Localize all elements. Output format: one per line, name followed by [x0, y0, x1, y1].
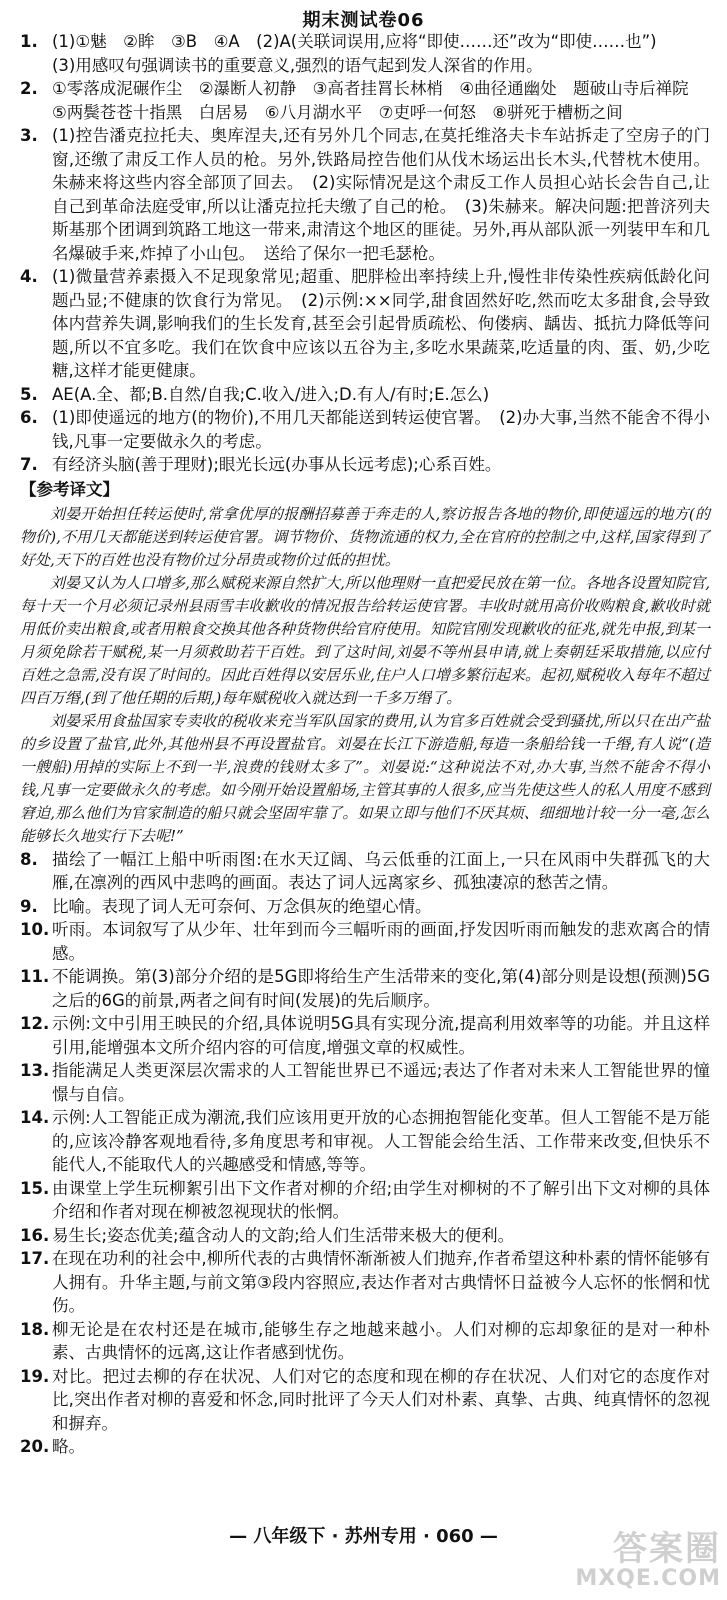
answer-item — [20, 1247, 710, 1318]
answer-text — [52, 1435, 710, 1459]
answer-line: 示例:文中引用王映民的介绍,具体说明5G具有实现分流,提高利用效率等的功能。并且这样引用,能增强本文所介绍内容的可信度,增强文章的权威性。 — [52, 1014, 710, 1057]
translation-paragraph: 刘晏又认为人口增多,那么赋税来源自然扩大,所以他理财一直把爱民放在第一位。各地各设置知院官,每十天一个月必须记录州县雨雪丰收歉收的情况报告给转运使官署。丰收时就用高价收购粮食,歉收时就用低价卖出粮食,或者用粮食交换其他各种货物供给官府使用。知院官刚发现歉收的征兆,就先申报,到某一月须免除若干赋税,某一月须救助若干百姓。到了这时间,刘晏不等州县申请,就上奏朝廷采取措施,以应付百姓之急需,没有误了时间的。因此百姓得以安居乐业,住户人口增多繁衍起来。起初,赋税收入每年不超过四百万缗,(到了他任期的后期,)每年赋税收入就达到一千多万缗了。 — [20, 573, 710, 707]
answer-line: 易生长;姿态优美;蕴含动人的文韵;给人们生活带来极大的便利。 — [52, 1225, 515, 1245]
answer-text — [52, 895, 710, 919]
answer-text — [52, 453, 710, 477]
answer-number: 14. — [20, 1108, 50, 1127]
answer-number: 17. — [20, 1249, 50, 1268]
answer-number: 12. — [20, 1014, 50, 1033]
answer-item — [20, 1059, 710, 1106]
answer-text — [52, 1012, 710, 1059]
answer-line: 在现在功利的社会中,柳所代表的古典情怀渐渐被人们抛弃,作者希望这种朴素的情怀能够有人拥有。升华主题,与前文第③段内容照应,表达作者对古典情怀日益被今人忘怀的怅惘和忧伤。 — [52, 1249, 710, 1315]
answer-item — [20, 1106, 710, 1177]
answer-text — [52, 1224, 710, 1248]
answer-number: 3. — [20, 126, 38, 145]
answer-text — [52, 918, 710, 965]
answer-item — [20, 965, 710, 1012]
answer-text — [52, 1247, 710, 1318]
answer-number: 4. — [20, 267, 38, 286]
answer-item — [20, 77, 710, 124]
page-footer: — 八年级下 · 苏州专用 · 060 — — [229, 1526, 498, 1547]
answer-number: 19. — [20, 1366, 50, 1386]
answer-number: 11. — [20, 967, 50, 986]
answer-line: 由课堂上学生玩柳絮引出下文作者对柳的介绍;由学生对柳树的不了解引出下文对柳的具体介绍和作者对现在柳被忽视现状的怅惘。 — [52, 1178, 710, 1221]
answer-item — [20, 453, 710, 477]
answer-item — [20, 124, 710, 265]
answer-text — [52, 265, 710, 383]
answer-list-part1 — [20, 30, 710, 477]
answer-item — [20, 30, 710, 77]
answer-line: ①零落成泥碾作尘 ②瀑断人初静 ③高者挂罥长林梢 ④曲径通幽处 题破山寺后禅院 — [52, 79, 689, 98]
reference-heading: 【参考译文】 — [20, 479, 119, 499]
answer-line: 比喻。表现了词人无可奈何、万念俱灰的绝望心情。 — [52, 896, 432, 916]
watermark-text-bottom: MXQE.COM — [575, 1566, 721, 1591]
answer-item — [20, 895, 710, 919]
answer-item — [20, 1224, 710, 1248]
answer-text — [52, 1365, 710, 1436]
answer-number: 8. — [20, 849, 38, 869]
answer-number: 1. — [20, 32, 38, 51]
answer-item — [20, 848, 710, 895]
answer-line: ⑤两鬓苍苍十指黑 白居易 ⑥八月湖水平 ⑦吏呼一何怒 ⑧骈死于槽枥之间 — [52, 102, 623, 122]
answer-text — [52, 1059, 710, 1106]
answer-line: 柳无论是在农村还是在城市,能够生存之地越来越小。人们对柳的忘却象征的是对一种朴素、古典情怀的远离,这让作者感到忧伤。 — [52, 1319, 710, 1362]
answer-text — [52, 1106, 710, 1177]
answer-item — [20, 1012, 710, 1059]
answer-item — [20, 383, 710, 407]
answer-line: 听雨。本词叙写了从少年、壮年到而今三幅听雨的画面,抒发因听雨而触发的悲欢离合的情感。 — [52, 920, 710, 963]
translation-paragraph: 刘晏开始担任转运使时,常拿优厚的报酬招募善于奔走的人,察访报告各地的物价,即使遥远的地方(的物价),不用几天都能送到转运使官署。调节物价、货物流通的权力,全在官府的控制之中,这样,国家得到了好处,天下的百姓也没有物价过分昂贵或物价过低的担忧。 — [20, 504, 710, 569]
answer-item — [20, 1177, 710, 1224]
answer-number: 5. — [20, 384, 38, 404]
watermark-text-top: 答案圈 — [613, 1529, 721, 1569]
answer-text — [52, 77, 710, 124]
answer-text — [52, 965, 710, 1012]
answer-line: (3)用感叹句强调读书的重要意义,强烈的语气起到发人深省的作用。 — [52, 55, 543, 75]
answer-line: (1)①魅 ②眸 ③B ④A (2)A(关联词误用,应将“即使……还”改为“即使……也”) — [52, 32, 657, 51]
reference-translation — [20, 503, 710, 848]
answer-number: 15. — [20, 1178, 50, 1198]
translation-paragraph: 刘晏采用食盐国家专卖收的税收来充当军队国家的费用,认为官多百姓就会受到骚扰,所以只在出产盐的乡设置了盐官,此外,其他州县不再设置盐官。刘晏在长江下游造船,每造一条船给钱一千缗,有人说“(造一艘船)用掉的实际上不到一半,浪费的钱财太多了”。刘晏说:“这种说法不对,办大事,当然不能舍不得小钱,凡事一定要做永久的考虑。如今刚开始设置船场,主管其事的人很多,应当先使这些人的私人用度不感到窘迫,那么他们为官家制造的船只就会坚固牢靠了。如果立即与他们不厌其烦、细细地计较一分一毫,怎么能够长久地实行下去呢!” — [20, 711, 710, 845]
answer-number: 6. — [20, 408, 38, 427]
answer-line: 示例:人工智能正成为潮流,我们应该用更开放的心态拥抱智能化变革。但人工智能不是万能的,应该冷静客观地看待,多角度思考和审视。人工智能会给生活、工作带来改变,但快乐不能代人,不能取代人的兴趣感受和情感,等等。 — [52, 1108, 710, 1174]
answer-content — [20, 30, 710, 1459]
answer-text — [52, 406, 710, 453]
answer-text — [52, 1318, 710, 1365]
answer-item — [20, 1318, 710, 1365]
answer-number: 13. — [20, 1061, 50, 1080]
page-title: 期末测试卷06 — [302, 10, 425, 31]
answer-text — [52, 848, 710, 895]
answer-line: 有经济头脑(善于理财);眼光长远(办事从长远考虑);心系百姓。 — [52, 455, 502, 474]
answer-item — [20, 1435, 710, 1459]
answer-item — [20, 265, 710, 383]
answer-line: (1)控告潘克拉托夫、奥库涅夫,还有另外几个同志,在莫托维洛夫卡车站拆走了空房子的门窗,还缴了肃反工作人员的枪。另外,铁路局控告他们从伐木场运出长木头,代替枕木使用。朱赫来将这些内容全部顶了回去。 (2)实际情况是这个肃反工作人员担心站长会告自己,让自己到革命法庭受审,所以让潘克拉托夫缴了自己的枪。 (3)朱赫来。解决问题:把普济列夫斯基那个团调到筑路工地这一带来,肃清这个地区的匪徒。另外,再从部队派一列装甲车和几名爆破手来,炸掉了小山包。 送给了保尔一把毛瑟枪。 — [52, 126, 710, 263]
watermark-logo — [551, 1529, 721, 1596]
answer-number: 9. — [20, 896, 38, 916]
answer-number: 16. — [20, 1225, 50, 1245]
answer-line: 不能调换。第(3)部分介绍的是5G即将给生产生活带来的变化,第(4)部分则是设想(预测)5G之后的6G的前景,两者之间有时间(发展)的先后顺序。 — [52, 967, 710, 1010]
answer-line: (1)微量营养素摄入不足现象常见;超重、肥胖检出率持续上升,慢性非传染性疾病低龄化问题凸显;不健康的饮食行为常见。 (2)示例:××同学,甜食固然好吃,然而吃太多甜食,会导致体内营养失调,影响我们的生长发育,甚至会引起骨质疏松、佝偻病、龋齿、抵抗力降低等问题,所以不宜多吃。我们在饮食中应该以五谷为主,多吃水果蔬菜,吃适量的肉、蛋、奶,少吃糖,这样才能更健康。 — [52, 267, 710, 380]
answer-line: 对比。把过去柳的存在状况、人们对它的态度和现在柳的存在状况、人们对它的态度作对比,突出作者对柳的喜爱和怀念,同时批评了今天人们对朴素、真挚、古典、纯真情怀的忽视和摒弃。 — [52, 1366, 710, 1433]
answer-line: (1)即使遥远的地方(的物价),不用几天都能送到转运使官署。 (2)办大事,当然不能舍不得小钱,凡事一定要做永久的考虑。 — [52, 408, 710, 451]
answer-line: 略。 — [52, 1437, 85, 1456]
answer-number: 18. — [20, 1319, 50, 1339]
answer-list-part2 — [20, 848, 710, 1459]
answer-text — [52, 1177, 710, 1224]
answer-text — [52, 383, 710, 407]
answer-line: 指能满足人类更深层次需求的人工智能世界已不遥远;表达了作者对未来人工智能世界的憧憬与自信。 — [52, 1061, 710, 1104]
answer-number: 7. — [20, 455, 38, 474]
answer-text — [52, 124, 710, 265]
answer-number: 10. — [20, 920, 50, 939]
answer-line: 描绘了一幅江上船中听雨图:在水天辽阔、乌云低垂的江面上,一只在风雨中失群孤飞的大雁,在凛冽的西风中悲鸣的画面。表达了词人远离家乡、孤独凄凉的愁苦之情。 — [52, 849, 710, 892]
answer-item — [20, 406, 710, 453]
answer-text — [52, 30, 710, 77]
answer-item — [20, 918, 710, 965]
answer-number: 20. — [20, 1437, 50, 1456]
answer-number: 2. — [20, 79, 38, 98]
answer-item — [20, 1365, 710, 1436]
answer-line: AE(A.全、都;B.自然/自我;C.收入/进入;D.有人/有时;E.怎么) — [52, 384, 490, 404]
